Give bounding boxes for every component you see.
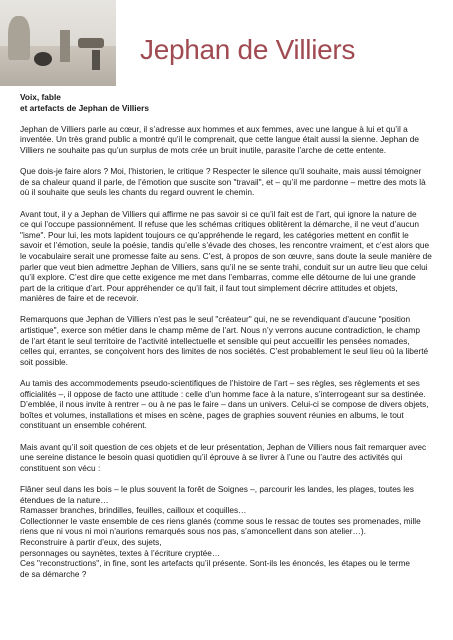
paragraph-line: de sa chaleur quand il parle, de l’émotion que suscite son "travail", et – qu’il me pardonne – mettre des mots là — [20, 176, 426, 187]
paragraph-line: Remarquons que Jephan de Villiers n’est pas le seul "créateur" qui, ne se revendiquant d’aucune "position — [20, 314, 411, 325]
photo-sculpture — [8, 16, 30, 60]
paragraph-line: Reconstruire à partir d’eux, des sujets, — [20, 536, 162, 547]
paragraph-line: artistique", exerce son métier dans le champ même de l’art. Nous n’y verrons aucune contradiction, le champ — [20, 325, 421, 336]
paragraph-line: Jephan de Villiers parle au cœur, il s’adresse aux hommes et aux femmes, avec une langue à lui et qu’il a — [20, 123, 408, 134]
paragraph-line: Flâner seul dans les bois – le plus souvent la forêt de Soignes –, parcourir les landes, les plages, toutes les — [20, 483, 414, 494]
paragraph-line: qu’il explore. C’est dire que cette exigence me met dans l’embarras, comme elle détourne de lui une grande — [20, 272, 416, 283]
paragraph-line: constituant un ensemble cohérent. — [20, 420, 147, 431]
paragraph-line: Mais avant qu’il soit question de ces objets et de leur présentation, Jephan de Villiers nous fait remarquer avec — [20, 441, 427, 452]
paragraph-line: de l’art étant le seul territoire de l’activité intellectuelle et sensible qui peut accueillir les pensées nomades, — [20, 335, 410, 346]
photo-sculpture — [78, 38, 104, 48]
paragraph-line: ce qui l’occupe passionnément. Il refuse que les schémas critiques oblitèrent la démarche, il ne veut d’aucun — [20, 219, 419, 230]
paragraph-line: riens que ni vous ni moi n’aurions remarqués sous nos pas, s’amoncellent dans son atelier…). — [20, 526, 366, 537]
paragraph-line: manières de faire et de recevoir. — [20, 293, 139, 304]
paragraph-line: part de la critique d’art. Pour appréhender ce qu’il fait, il faut tout simplement décrire attitudes et objets, — [20, 282, 398, 293]
paragraph-line: le vocabulaire serait une promesse faite au sens. C’est, à propos de son œuvre, sans doute la seule manière de — [20, 250, 432, 261]
paragraph — [20, 209, 438, 304]
paragraph-line: officialités –, il oppose de facto une attitude : celle d’un homme face à la nature, s’interrogeant sur sa destinée. — [20, 388, 426, 399]
article-paragraphs — [20, 124, 438, 580]
article-heading — [20, 92, 438, 113]
paragraph-line: Villiers ne souhaite pas qu’un surplus de mots crée un bruit inutile, parasite l’arche de cette entente. — [20, 144, 387, 155]
heading-line: Voix, fable — [20, 92, 61, 102]
paragraph — [20, 484, 438, 579]
photo-sculpture — [92, 50, 100, 70]
paragraph-line: celles qui, errantes, se conçoivent hors des limites de nos sociétés. C’est probablement le seul lieu où la liberté — [20, 346, 429, 357]
paragraph-line: personnages ou saynètes, textes à l’écriture cryptée… — [20, 547, 221, 558]
paragraph-line: Avant tout, il y a Jephan de Villiers qui affirme ne pas savoir si ce qu’il fait est de l’art, qui ignore la nature de — [20, 208, 417, 219]
paragraph-line: inventée. Un très grand public a montré qu’il le comprenait, que cette langue était aussi la sienne. Jephan de — [20, 134, 419, 145]
header-photo — [0, 0, 116, 86]
paragraph-line: "isme". Pour lui, les mots lapident toujours ce qu’appréhende le regard, les catégories mettent en conflit le — [20, 229, 409, 240]
paragraph — [20, 442, 438, 474]
paragraph-line: une sereine distance le besoin quasi quotidien qu’il éprouve à se livrer à l’une ou l’autre des activités qui — [20, 452, 403, 463]
paragraph-line: boîtes et volumes, installations et mises en scène, pages de graphies souvent réunies en albums, le tout — [20, 409, 404, 420]
paragraph-line: savoir et l’émotion, seule la poésie, tandis qu’elle s’évade des choses, les rencontre vraiment, et c’est alors que — [20, 240, 430, 251]
page-title: Jephan de Villiers — [140, 34, 356, 65]
paragraph-line: étendues de la nature… — [20, 494, 109, 505]
paragraph — [20, 124, 438, 156]
paragraph-line: constituent son vécu : — [20, 462, 101, 473]
paragraph-line: D’emblée, il nous invite à rentrer – ou à ne pas le faire – dans un univers. Celui-ci se compose de divers objets, — [20, 399, 429, 410]
photo-sculpture — [60, 30, 70, 62]
paragraph-line: Ces "reconstructions", in fine, sont les artefacts qu’il présente. Sont-ils les énoncés, les étapes ou le terme — [20, 558, 411, 569]
heading-line: et artefacts de Jephan de Villiers — [20, 102, 149, 113]
article-body — [20, 92, 438, 590]
paragraph-line: soit possible. — [20, 356, 68, 367]
paragraph-line: Au tamis des accommodements pseudo-scientifiques de l’histoire de l’art – ses règles, ses règlements et ses — [20, 378, 420, 389]
paragraph — [20, 314, 438, 367]
paragraph — [20, 166, 438, 198]
paragraph — [20, 378, 438, 431]
paragraph-line: de sa démarche ? — [20, 568, 87, 579]
paragraph-line: Collectionner le vaste ensemble de ces riens glanés (comme sous le ressac de toutes ses promenades, mille — [20, 515, 421, 526]
photo-sculpture — [34, 52, 52, 66]
paragraph-line: parler que veut bien admettre Jephan de Villiers, sans qu’il ne se sente trahi, conduit sur un autre lieu que celui — [20, 261, 428, 272]
paragraph-line: Ramasser branches, brindilles, feuilles, cailloux et coquilles… — [20, 505, 247, 516]
paragraph-line: où il souhaite que seuls les chants du regard ouvrent le chemin. — [20, 187, 255, 198]
paragraph-line: Que dois-je faire alors ? Moi, l’historien, le critique ? Respecter le silence qu’il souhaite, mais aussi témoigner — [20, 166, 422, 177]
